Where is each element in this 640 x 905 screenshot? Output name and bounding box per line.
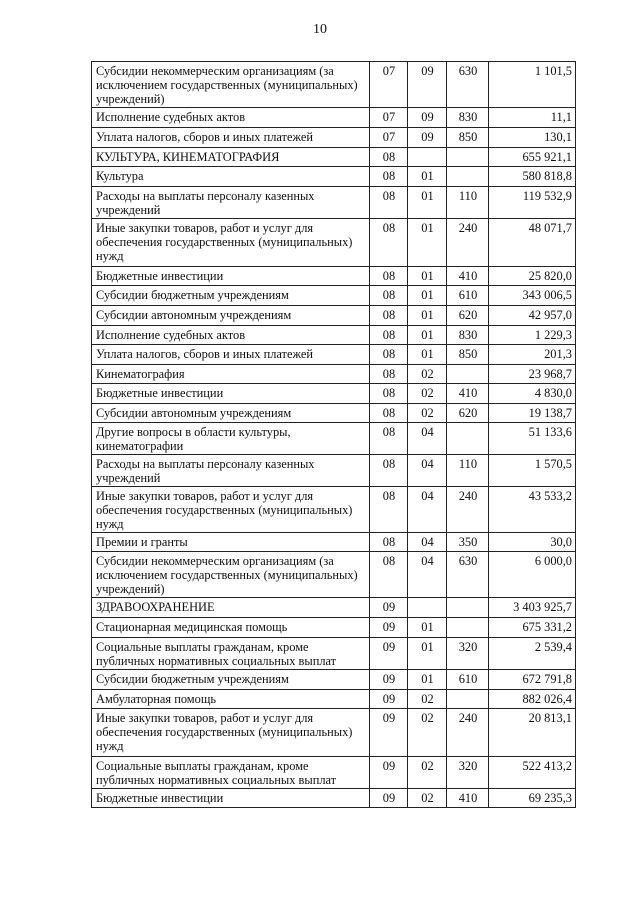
table-row — [92, 404, 576, 423]
row-amount: 3 403 925,7 — [489, 598, 576, 618]
row-subsection: 02 — [408, 757, 447, 789]
row-amount: 655 921,1 — [489, 148, 576, 167]
row-amount: 201,3 — [489, 345, 576, 365]
row-expense-type: 110 — [447, 187, 489, 219]
row-expense-type: 830 — [447, 108, 489, 128]
row-subsection: 01 — [408, 267, 447, 286]
row-section: 09 — [370, 598, 408, 618]
row-name: Премии и гранты — [92, 533, 370, 552]
page-number: 10 — [313, 22, 327, 37]
row-expense-type: 410 — [447, 267, 489, 286]
row-section: 08 — [370, 306, 408, 326]
row-expense-type: 850 — [447, 345, 489, 365]
row-subsection — [408, 148, 447, 167]
table-row — [92, 709, 576, 757]
row-name: Социальные выплаты гражданам, кроме публичных нормативных социальных выплат — [92, 757, 370, 789]
row-subsection: 02 — [408, 384, 447, 404]
row-amount: 25 820,0 — [489, 267, 576, 286]
row-amount: 23 968,7 — [489, 365, 576, 384]
row-subsection: 01 — [408, 345, 447, 365]
row-amount: 343 006,5 — [489, 286, 576, 306]
row-section: 08 — [370, 404, 408, 423]
row-subsection: 09 — [408, 62, 447, 108]
table-row — [92, 384, 576, 404]
row-expense-type — [447, 148, 489, 167]
row-name: Расходы на выплаты персоналу казенных учреждений — [92, 455, 370, 487]
row-subsection: 01 — [408, 326, 447, 345]
row-name: Иные закупки товаров, работ и услуг для обеспечения государственных (муниципальных) нужд — [92, 709, 370, 757]
table-row — [92, 306, 576, 326]
row-section: 09 — [370, 638, 408, 670]
row-section: 07 — [370, 128, 408, 148]
row-amount: 1 570,5 — [489, 455, 576, 487]
row-amount: 119 532,9 — [489, 187, 576, 219]
row-section: 08 — [370, 533, 408, 552]
row-name: Субсидии автономным учреждениям — [92, 306, 370, 326]
row-section: 08 — [370, 326, 408, 345]
row-expense-type: 240 — [447, 219, 489, 267]
row-subsection: 01 — [408, 187, 447, 219]
row-expense-type: 410 — [447, 789, 489, 808]
row-name: Субсидии автономным учреждениям — [92, 404, 370, 423]
row-expense-type: 630 — [447, 62, 489, 108]
row-expense-type — [447, 690, 489, 709]
row-section: 08 — [370, 187, 408, 219]
row-name: Социальные выплаты гражданам, кроме публичных нормативных социальных выплат — [92, 638, 370, 670]
table-row — [92, 326, 576, 345]
row-subsection: 04 — [408, 423, 447, 455]
row-expense-type: 830 — [447, 326, 489, 345]
row-name: Другие вопросы в области культуры, кинематографии — [92, 423, 370, 455]
row-subsection: 02 — [408, 690, 447, 709]
row-expense-type: 630 — [447, 552, 489, 598]
table-row — [92, 757, 576, 789]
row-section: 08 — [370, 384, 408, 404]
row-name: Стационарная медицинская помощь — [92, 618, 370, 638]
row-amount: 522 413,2 — [489, 757, 576, 789]
table-row — [92, 365, 576, 384]
row-subsection: 02 — [408, 404, 447, 423]
row-subsection: 04 — [408, 533, 447, 552]
row-name: КУЛЬТУРА, КИНЕМАТОГРАФИЯ — [92, 148, 370, 167]
row-expense-type: 240 — [447, 487, 489, 533]
row-subsection: 04 — [408, 552, 447, 598]
row-amount: 51 133,6 — [489, 423, 576, 455]
row-amount: 1 101,5 — [489, 62, 576, 108]
table-row — [92, 670, 576, 690]
row-expense-type: 850 — [447, 128, 489, 148]
table-row — [92, 552, 576, 598]
row-amount: 2 539,4 — [489, 638, 576, 670]
table-row — [92, 267, 576, 286]
budget-table — [91, 61, 576, 808]
table-row — [92, 62, 576, 108]
row-name: Иные закупки товаров, работ и услуг для обеспечения государственных (муниципальных) нужд — [92, 219, 370, 267]
row-expense-type — [447, 618, 489, 638]
row-name: Субсидии некоммерческим организациям (за исключением государственных (муниципальных) учреждений) — [92, 552, 370, 598]
row-name: Субсидии бюджетным учреждениям — [92, 670, 370, 690]
table-row — [92, 219, 576, 267]
row-name: Расходы на выплаты персоналу казенных учреждений — [92, 187, 370, 219]
row-subsection: 01 — [408, 670, 447, 690]
row-expense-type: 240 — [447, 709, 489, 757]
row-section: 09 — [370, 618, 408, 638]
row-section: 09 — [370, 789, 408, 808]
table-row — [92, 690, 576, 709]
row-amount: 4 830,0 — [489, 384, 576, 404]
row-name: Уплата налогов, сборов и иных платежей — [92, 128, 370, 148]
row-name: Бюджетные инвестиции — [92, 267, 370, 286]
row-amount: 19 138,7 — [489, 404, 576, 423]
row-expense-type: 350 — [447, 533, 489, 552]
row-subsection: 02 — [408, 789, 447, 808]
row-amount: 675 331,2 — [489, 618, 576, 638]
row-subsection: 04 — [408, 487, 447, 533]
row-section: 08 — [370, 423, 408, 455]
row-section: 09 — [370, 709, 408, 757]
table-row — [92, 345, 576, 365]
row-subsection: 02 — [408, 709, 447, 757]
row-expense-type — [447, 365, 489, 384]
row-subsection: 02 — [408, 365, 447, 384]
row-amount: 20 813,1 — [489, 709, 576, 757]
row-expense-type: 620 — [447, 306, 489, 326]
row-subsection: 01 — [408, 286, 447, 306]
table-row — [92, 618, 576, 638]
row-section: 08 — [370, 167, 408, 187]
row-subsection: 01 — [408, 219, 447, 267]
row-section: 09 — [370, 690, 408, 709]
row-expense-type: 320 — [447, 757, 489, 789]
table-row — [92, 789, 576, 808]
row-amount: 580 818,8 — [489, 167, 576, 187]
row-section: 08 — [370, 267, 408, 286]
row-expense-type: 620 — [447, 404, 489, 423]
table-row — [92, 286, 576, 306]
row-amount: 6 000,0 — [489, 552, 576, 598]
row-section: 08 — [370, 148, 408, 167]
row-expense-type: 320 — [447, 638, 489, 670]
table-row — [92, 148, 576, 167]
table-row — [92, 128, 576, 148]
row-section: 07 — [370, 62, 408, 108]
row-amount: 48 071,7 — [489, 219, 576, 267]
row-section: 09 — [370, 670, 408, 690]
row-subsection — [408, 598, 447, 618]
row-subsection: 01 — [408, 618, 447, 638]
row-name: ЗДРАВООХРАНЕНИЕ — [92, 598, 370, 618]
row-name: Субсидии некоммерческим организациям (за исключением государственных (муниципальных) учреждений) — [92, 62, 370, 108]
budget-table-body — [92, 62, 576, 808]
row-subsection: 04 — [408, 455, 447, 487]
row-amount: 69 235,3 — [489, 789, 576, 808]
row-amount: 30,0 — [489, 533, 576, 552]
row-expense-type: 410 — [447, 384, 489, 404]
row-section: 08 — [370, 455, 408, 487]
row-name: Культура — [92, 167, 370, 187]
row-section: 09 — [370, 757, 408, 789]
row-section: 07 — [370, 108, 408, 128]
row-amount: 43 533,2 — [489, 487, 576, 533]
table-row — [92, 108, 576, 128]
row-subsection: 01 — [408, 167, 447, 187]
row-subsection: 01 — [408, 306, 447, 326]
table-row — [92, 487, 576, 533]
table-row — [92, 187, 576, 219]
table-row — [92, 638, 576, 670]
row-section: 08 — [370, 365, 408, 384]
row-amount: 672 791,8 — [489, 670, 576, 690]
row-subsection: 09 — [408, 108, 447, 128]
row-name: Кинематография — [92, 365, 370, 384]
row-expense-type — [447, 598, 489, 618]
row-section: 08 — [370, 345, 408, 365]
row-section: 08 — [370, 219, 408, 267]
row-expense-type — [447, 423, 489, 455]
row-amount: 130,1 — [489, 128, 576, 148]
row-amount: 42 957,0 — [489, 306, 576, 326]
row-name: Уплата налогов, сборов и иных платежей — [92, 345, 370, 365]
table-row — [92, 598, 576, 618]
row-expense-type: 610 — [447, 286, 489, 306]
row-name: Бюджетные инвестиции — [92, 789, 370, 808]
row-section: 08 — [370, 487, 408, 533]
row-amount: 1 229,3 — [489, 326, 576, 345]
row-expense-type: 610 — [447, 670, 489, 690]
table-row — [92, 455, 576, 487]
row-name: Бюджетные инвестиции — [92, 384, 370, 404]
row-subsection: 09 — [408, 128, 447, 148]
row-subsection: 01 — [408, 638, 447, 670]
row-name: Исполнение судебных актов — [92, 326, 370, 345]
table-row — [92, 533, 576, 552]
row-section: 08 — [370, 552, 408, 598]
row-amount: 882 026,4 — [489, 690, 576, 709]
table-row — [92, 167, 576, 187]
row-expense-type — [447, 167, 489, 187]
row-name: Амбулаторная помощь — [92, 690, 370, 709]
row-name: Исполнение судебных актов — [92, 108, 370, 128]
row-name: Иные закупки товаров, работ и услуг для обеспечения государственных (муниципальных) нужд — [92, 487, 370, 533]
row-expense-type: 110 — [447, 455, 489, 487]
row-section: 08 — [370, 286, 408, 306]
table-row — [92, 423, 576, 455]
row-name: Субсидии бюджетным учреждениям — [92, 286, 370, 306]
row-amount: 11,1 — [489, 108, 576, 128]
